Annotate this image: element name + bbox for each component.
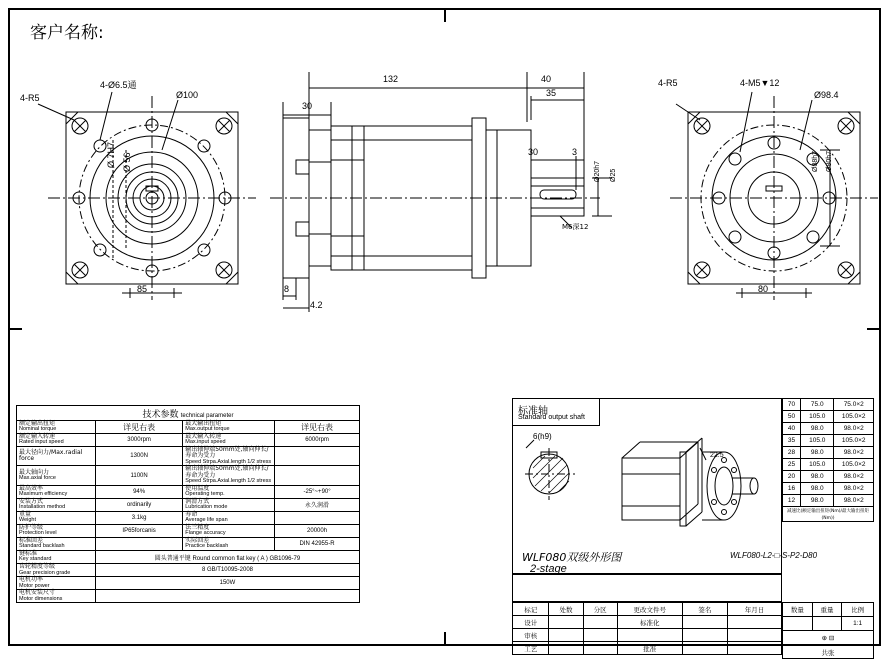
spec-label-en: Max.output torque (185, 426, 230, 433)
dim-label-4-m5-12: 4-M5▼12 (740, 78, 780, 88)
scale-value: 1:1 (842, 617, 874, 631)
revision-row (513, 642, 782, 655)
weight-value (812, 617, 842, 631)
spec-label-cn: 润滑方式 (185, 497, 210, 505)
spec-label-en: Lubrication mode (185, 504, 228, 511)
ratio-row (783, 459, 874, 471)
dim-label-42: 4.2 (310, 300, 323, 310)
ratio-row (783, 483, 874, 495)
dim-label-8: 8 (284, 284, 290, 294)
ratio-value: 40 (783, 423, 801, 435)
nominal-torque: 105.0 (801, 411, 834, 423)
dim-label-35: 35 (546, 88, 557, 98)
dim-label-4-d65: 4-Ø6.5通 (100, 80, 137, 90)
rev-header: 分区 (583, 603, 617, 616)
tb-cell (727, 629, 781, 642)
model-code: WLF080-L2-□-S-P2-D80 (730, 551, 818, 560)
spec-row (17, 538, 360, 551)
nominal-torque: 105.0 (801, 459, 834, 471)
spec-row (17, 564, 360, 577)
tb-cell (682, 629, 727, 642)
dim-label-40: 40 (541, 74, 552, 84)
spec-row (17, 434, 360, 447)
spec-value: 6000rpm (275, 434, 360, 447)
spec-label-en: Protection level (19, 530, 57, 537)
spec-label-en: Average life span (185, 517, 228, 524)
dim-label-30-right: 30 (528, 147, 539, 157)
spec-value (95, 538, 182, 551)
spec-row (17, 525, 360, 538)
spec-label-en: Gear precision grade (19, 569, 71, 576)
spec-label-en: Speed Strpa.Axial.length 1/2 stress (185, 478, 272, 485)
ratio-row (783, 495, 874, 507)
tb-cell (583, 616, 617, 629)
tb-cell (549, 629, 583, 642)
tb-cell (727, 616, 781, 629)
spec-row (17, 551, 360, 564)
dim-label-d25: Ø25 (610, 168, 617, 182)
spec-label-cn: 标准回差 (19, 537, 44, 545)
tb-cell (682, 616, 727, 629)
spec-label-en: Max.axial force (19, 474, 56, 481)
spec-value: 永久润滑 (275, 498, 360, 511)
dim-label-d20h7: Ø20h7 (594, 160, 601, 182)
dim-label-d56: Ø 56 (122, 152, 132, 172)
rev-header: 标记 (513, 603, 549, 616)
spec-value: 20000h (275, 525, 360, 538)
ratio-table (782, 398, 874, 522)
nominal-torque: 98.0 (801, 483, 834, 495)
shaft-dim-225: 22.5 (710, 452, 724, 459)
spec-label-cn: 最高效率 (19, 484, 44, 492)
spec-label-cn: 安装方式 (19, 497, 44, 505)
spec-value: 3000rpm (95, 434, 182, 447)
tb-cell (583, 629, 617, 642)
ratio-value: 70 (783, 399, 801, 411)
tb-cell (583, 642, 617, 655)
tb-cell-process: 工艺 (513, 642, 549, 655)
ratio-row (783, 411, 874, 423)
spec-label-en: Standard backlash (19, 543, 65, 550)
spec-value: 1100N (95, 466, 182, 485)
revision-row (513, 629, 782, 642)
product-name-box (512, 574, 782, 602)
spec-row (17, 577, 360, 590)
dim-label-d88h7: Ø88h7 (812, 150, 819, 172)
shaft-key-note: 6(h9) (533, 432, 552, 441)
qty-label: 数量 (783, 603, 813, 617)
dim-label-30-left: 30 (302, 101, 313, 111)
ratio-row (783, 423, 874, 435)
max-torque: 105.0×2 (834, 459, 874, 471)
rev-header: 处数 (549, 603, 583, 616)
tb-cell (617, 629, 682, 642)
nominal-torque: 105.0 (801, 435, 834, 447)
ratio-value: 35 (783, 435, 801, 447)
shaft-title-en: Standard output shaft (518, 414, 585, 421)
spec-row (17, 498, 360, 511)
spec-value: 详见右表 (95, 421, 182, 434)
spec-label-cn: 使用温度 (185, 484, 210, 492)
spec-label-cn: 齿轮精度等级 (19, 563, 56, 571)
spec-label-en: Weight (19, 517, 37, 524)
spec-row (17, 511, 360, 524)
dim-label-m6-depth12: M6深12 (562, 223, 589, 231)
spec-label-cn: 实际回差 (185, 537, 210, 545)
spec-label-cn: 寿命 (185, 510, 198, 518)
qty-header-row (783, 603, 874, 617)
dim-label-132: 132 (383, 74, 399, 84)
spec-value (95, 590, 359, 603)
spec-label-cn: 额定输出扭矩 (19, 420, 56, 427)
spec-label-en: Maximum efficiency (19, 491, 68, 498)
spec-label-en: Flange accuracy (185, 530, 226, 537)
spec-row (17, 590, 360, 603)
spec-label-cn: 最大径向力/Max.radial force (19, 449, 83, 463)
shaft-title-cn: 标准轴 (518, 406, 548, 417)
spec-value: 150W (95, 577, 359, 590)
spec-label-cn: 最大输出扭矩 (185, 420, 222, 427)
spec-value (275, 466, 360, 485)
spec-label-cn: 键标准 (19, 550, 38, 558)
sheet-row (783, 631, 874, 646)
spec-label-en: Installation method (19, 504, 66, 511)
spec-title-cn: 技术参数 (142, 409, 179, 420)
quantity-table (782, 602, 874, 659)
spec-value: DIN 42955-R (275, 538, 360, 551)
spec-row (17, 485, 360, 498)
nominal-torque: 75.0 (801, 399, 834, 411)
spec-value: 1300N (95, 447, 182, 466)
spec-label-cn: 电机安装尺寸 (19, 589, 56, 597)
spec-label-cn: 输出轴伸端50mm处,轴向伸长/寿命为受力 (185, 446, 269, 460)
max-torque: 98.0×2 (834, 447, 874, 459)
spec-value: 8 GB/T10095-2008 (95, 564, 359, 577)
spec-row (17, 447, 360, 466)
dim-label-80: 80 (758, 284, 769, 294)
max-torque: 105.0×2 (834, 411, 874, 423)
spec-value: 3.1kg (95, 511, 182, 524)
rev-header: 更改文件号 (617, 603, 682, 616)
max-torque: 75.0×2 (834, 399, 874, 411)
drawing-name-cn: WLF080双级外形图 (522, 551, 622, 564)
ratio-value: 50 (783, 411, 801, 423)
spec-value: 圆头普通平键 Round common flat key ( A ) GB1096-79 (95, 551, 359, 564)
max-torque: 98.0×2 (834, 483, 874, 495)
revision-header-row (513, 603, 782, 616)
spec-label-cn: 重量 (19, 510, 32, 518)
dim-label-d984: Ø98.4 (814, 90, 839, 100)
ratio-value: 16 (783, 483, 801, 495)
spec-title-en: technical parameter (180, 412, 234, 419)
tb-cell (549, 616, 583, 629)
dim-label-d100: Ø100 (176, 90, 199, 100)
drawing-stage: 2-stage (530, 563, 567, 575)
qty-value-row (783, 617, 874, 631)
spec-label-cn: 最大轴向力 (19, 468, 50, 476)
nominal-torque: 98.0 (801, 471, 834, 483)
spec-label-cn: 额定输入转速 (19, 433, 56, 441)
spec-label-cn: 法兰精度 (185, 524, 210, 532)
ratio-value: 12 (783, 495, 801, 507)
spec-label-en: Rated input speed (19, 439, 64, 446)
ratio-value: 28 (783, 447, 801, 459)
weight-label: 重量 (812, 603, 842, 617)
ratio-value: 25 (783, 459, 801, 471)
dim-label-d7h7: Ø 7H7 (106, 141, 116, 168)
spec-label-en: Key standard (19, 556, 52, 563)
dim-label-85: 85 (137, 284, 148, 294)
spec-label-en: Speed Strpa.Axial.length 1/2 stress (185, 458, 272, 465)
tb-cell-design: 设计 (513, 616, 549, 629)
spec-label-en: Operating temp. (185, 491, 225, 498)
max-torque: 105.0×2 (834, 435, 874, 447)
dim-label-3: 3 (572, 147, 578, 157)
tb-cell-review: 审核 (513, 629, 549, 642)
sheet-label: 共张 (783, 646, 874, 659)
rev-header: 年月日 (727, 603, 781, 616)
tb-cell-approve: 批准 (617, 642, 682, 655)
spec-value: 94% (95, 485, 182, 498)
spec-value: IP65forcanis (95, 525, 182, 538)
spec-value: 详见右表 (275, 421, 360, 434)
max-torque: 98.0×2 (834, 471, 874, 483)
spec-label-cn: 防护等级 (19, 524, 44, 532)
scale-label: 比例 (842, 603, 874, 617)
spec-label-cn: 最大输入转速 (185, 433, 222, 441)
dim-label-4-r5-right: 4-R5 (658, 78, 678, 88)
ratio-row (783, 447, 874, 459)
ratio-value: 20 (783, 471, 801, 483)
customer-name-label: 客户名称: (30, 23, 104, 43)
tb-cell-standardize: 标准化 (617, 616, 682, 629)
spec-label-cn: 电机功率 (19, 576, 44, 584)
spec-label-en: Practice backlash (185, 543, 229, 550)
projection-symbol-icon: ⊕ ⊟ (821, 635, 835, 642)
revision-row (513, 616, 782, 629)
dim-label-4-r5-left: 4-R5 (20, 93, 40, 103)
max-torque: 98.0×2 (834, 495, 874, 507)
nominal-torque: 98.0 (801, 495, 834, 507)
spec-value (275, 511, 360, 524)
spec-label-en: Motor dimensions (19, 595, 63, 602)
spec-label-cn: 输出轴伸端50mm处,轴向伸长/寿命为受力 (185, 465, 269, 479)
spec-label-en: Nominal torque (19, 426, 57, 433)
nominal-torque: 98.0 (801, 423, 834, 435)
rev-header: 签名 (682, 603, 727, 616)
spec-row (17, 421, 360, 434)
ratio-row (783, 471, 874, 483)
spec-value (275, 447, 360, 466)
tb-cell (727, 642, 781, 655)
ratio-row (783, 399, 874, 411)
nominal-torque: 98.0 (801, 447, 834, 459)
ratio-header-row (783, 507, 874, 522)
tb-cell (549, 642, 583, 655)
tb-cell (682, 642, 727, 655)
spec-value: -25°~+90° (275, 485, 360, 498)
sheet-row-2 (783, 646, 874, 659)
qty-value (783, 617, 813, 631)
revision-table (512, 602, 782, 655)
spec-table (16, 405, 360, 603)
spec-label-en: Max.input speed (185, 439, 226, 446)
spec-label-en: Motor power (19, 582, 50, 589)
max-torque: 98.0×2 (834, 423, 874, 435)
spec-row (17, 466, 360, 485)
ratio-row (783, 435, 874, 447)
dim-label-d80h7: Ø80h7 (826, 150, 833, 172)
ratio-header-label: 减速比(额定输出扭矩(Nm)/最大输出扭矩(Nm)) (786, 509, 870, 521)
spec-value: ordinarily (95, 498, 182, 511)
